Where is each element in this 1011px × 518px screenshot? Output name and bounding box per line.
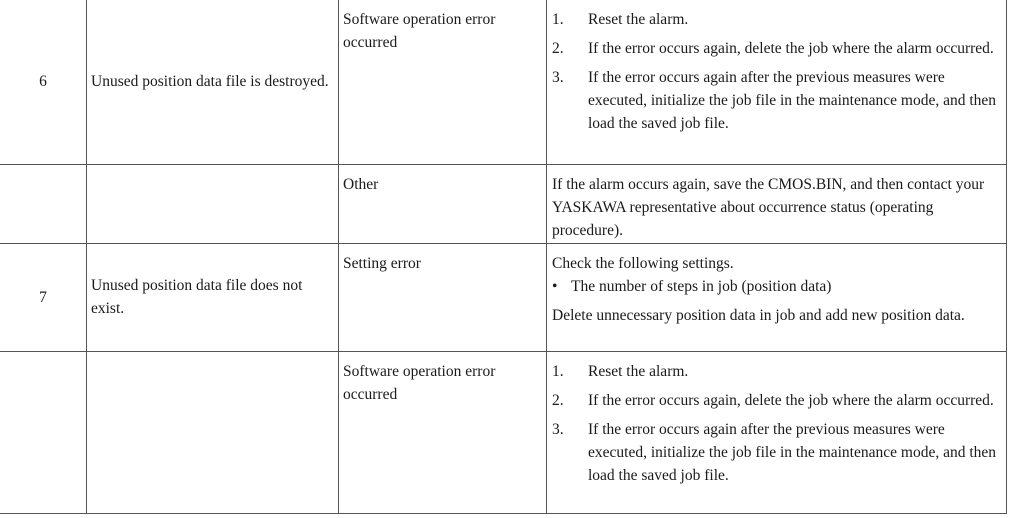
bullet-text: The number of steps in job (position data) <box>571 277 832 295</box>
step-number: 3. <box>552 420 564 438</box>
remedy-cell <box>547 0 1007 164</box>
step-text: If the error occurs again after the previous measures were executed, initialize the job file in the maintenance mode, and then load the saved job file. <box>588 69 997 132</box>
alarm-number-cell <box>0 351 87 513</box>
description-cell: Unused position data file is destroyed. <box>87 0 339 164</box>
cause-cell: Software operation error occurred <box>339 351 547 513</box>
alarm-number-cell <box>0 164 87 243</box>
description-cell: Unused position data file does not exist. <box>87 243 339 351</box>
description-cell <box>87 164 339 243</box>
remedy-steps <box>552 8 998 135</box>
list-item <box>552 418 998 487</box>
remedy-intro: Check the following settings. <box>552 254 734 272</box>
cause-cell: Software operation error occurred <box>339 0 547 164</box>
step-number: 2. <box>552 391 564 409</box>
remedy-after: Delete unnecessary position data in job and add new position data. <box>552 306 965 324</box>
step-number: 3. <box>552 69 564 86</box>
alarm-number-cell: 7 <box>0 243 87 351</box>
list-item <box>552 360 998 383</box>
table-row <box>0 243 1007 351</box>
list-item <box>552 37 998 60</box>
remedy-cell <box>547 351 1007 513</box>
table-row <box>0 164 1007 243</box>
table-row <box>0 0 1007 164</box>
remedy-cell <box>547 164 1007 243</box>
remedy-steps <box>552 360 998 487</box>
step-text: If the error occurs again after the previous measures were executed, initialize the job file in the maintenance mode, and then load the saved job file. <box>588 420 997 484</box>
step-number: 2. <box>552 40 564 57</box>
alarm-number-cell: 6 <box>0 0 87 164</box>
step-text: Reset the alarm. <box>588 11 689 28</box>
cause-cell: Other <box>339 164 547 243</box>
table-row <box>0 351 1007 513</box>
step-text: If the error occurs again, delete the job where the alarm occurred. <box>588 391 994 409</box>
cause-cell: Setting error <box>339 243 547 351</box>
description-cell <box>87 351 339 513</box>
step-number: 1. <box>552 11 564 28</box>
remedy-text: If the alarm occurs again, save the CMOS.BIN, and then contact your YASKAWA representative about occurrence status (operating procedure). <box>552 175 985 239</box>
list-item <box>552 275 998 298</box>
list-item <box>552 66 998 135</box>
remedy-cell <box>547 243 1007 351</box>
step-text: If the error occurs again, delete the job where the alarm occurred. <box>588 40 994 57</box>
step-number: 1. <box>552 362 564 380</box>
step-text: Reset the alarm. <box>588 362 689 380</box>
bullet-mark: • <box>552 277 558 295</box>
list-item <box>552 8 998 31</box>
list-item <box>552 389 998 412</box>
